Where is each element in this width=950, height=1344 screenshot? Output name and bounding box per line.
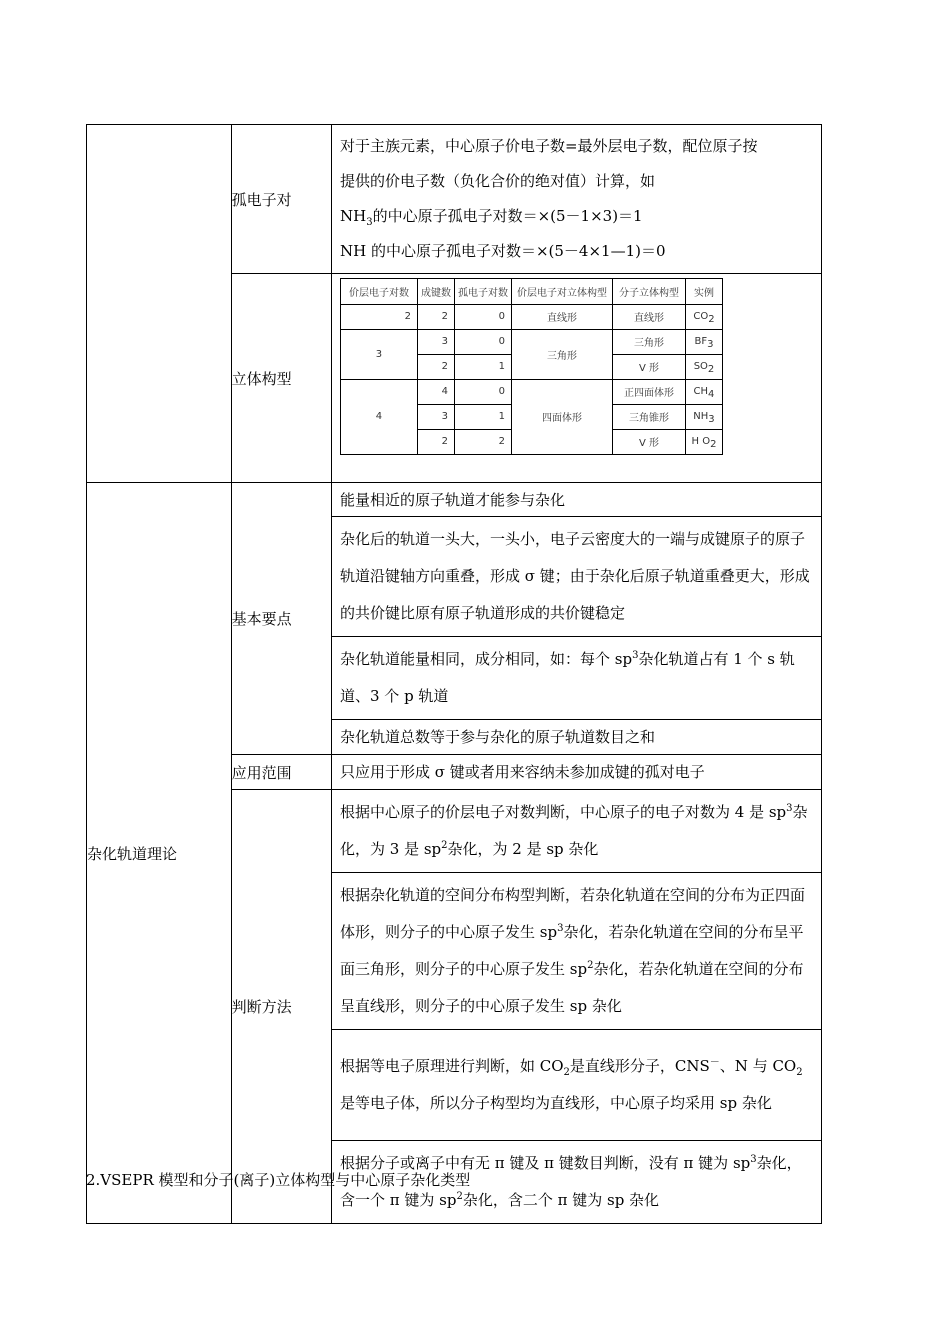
header-vsepr: 价层电子对立体构型	[511, 278, 612, 304]
vp-cell: 2	[340, 304, 417, 329]
label-hybrid-theory: 杂化轨道理论	[87, 483, 232, 1224]
basic-point-3: 杂化轨道能量相同，成分相同，如：每个 $sp^3$杂化轨道占有 1 个 s 轨道、3 个 p 轨道	[339, 650, 795, 705]
judge-method-3: 根据等电子原理进行判断，如 $CO_2$是直线形分子，CNS－、N 与 $CO_2$是等电子体，所以分子构型均为直线形，中心原子均采用 sp 杂化	[339, 1057, 803, 1112]
judge-method-2: 根据杂化轨道的空间分布构型判断，若杂化轨道在空间的分布为正四面体形，则分子的中心原子发生 $sp^3$杂化，若杂化轨道在空间的分布呈平面三角形，则分子的中心原子发生 $sp^2$杂化，若杂化轨道在空间的分布呈直线形，则分子的中心原子发生 sp 杂化	[339, 886, 805, 1015]
example-cell: $CH_4$	[685, 379, 722, 404]
mol-cell: V 形	[612, 429, 685, 454]
lone-cell: 0	[454, 329, 511, 354]
example-cell: H $O_2$	[685, 429, 722, 454]
bond-cell: 2	[417, 354, 454, 379]
basic-point-1: 能量相近的原子轨道才能参与杂化	[339, 490, 565, 509]
label-scope: 应用范围	[231, 755, 331, 790]
lone-cell: 1	[454, 354, 511, 379]
mol-cell: V 形	[612, 354, 685, 379]
mol-cell: 正四面体形	[612, 379, 685, 404]
group-cell-empty	[87, 125, 232, 483]
scope-text: 只应用于形成 σ 键或者用来容纳未参加成键的孤对电子	[339, 763, 705, 781]
vsepr-cell: 直线形	[511, 304, 612, 329]
nh3-formula: NH	[339, 207, 367, 225]
lone-pair-content	[331, 125, 821, 274]
example-cell: $CO_2$	[685, 304, 722, 329]
example-cell: $BF_3$	[685, 329, 722, 354]
bond-cell: 4	[417, 379, 454, 404]
label-geometry: 立体构型	[231, 274, 331, 483]
lone-cell: 1	[454, 404, 511, 429]
lone-pair-line-1: 对于主族元素，中心原子价电子数=最外层电子数，配位原子按	[339, 137, 758, 155]
basic-point-2: 杂化后的轨道一头大，一头小，电子云密度大的一端与成键原子的原子轨道沿键轴方向重叠，形成 σ 键；由于杂化后原子轨道重叠更大，形成的共价键比原有原子轨道形成的共价键稳定	[339, 530, 810, 622]
vp-cell: 3	[340, 329, 417, 379]
mol-cell: 三角形	[612, 329, 685, 354]
nh3-sub: 3	[366, 217, 373, 228]
lone-pair-line-2: 提供的价电子数（负化合价的绝对值）计算，如	[339, 172, 655, 190]
label-basic-points: 基本要点	[231, 483, 331, 755]
bond-cell: 2	[417, 429, 454, 454]
mol-cell: 三角锥形	[612, 404, 685, 429]
header-vp: 价层电子对数	[340, 278, 417, 304]
nh-line: NH 的中心原子孤电子对数＝×(5－4×1—1)＝0	[339, 242, 666, 260]
vp-cell: 4	[340, 379, 417, 454]
label-judge-method: 判断方法	[231, 790, 331, 1224]
lone-cell: 2	[454, 429, 511, 454]
judge-method-1: 根据中心原子的价层电子对数判断，中心原子的电子对数为 4 是 $sp^3$杂化，为 3 是 $sp^2$杂化，为 2 是 sp 杂化	[339, 803, 808, 858]
example-cell: $NH_3$	[685, 404, 722, 429]
example-cell: $SO_2$	[685, 354, 722, 379]
header-lone: 孤电子对数	[454, 278, 511, 304]
label-lone-pair: 孤电子对	[231, 125, 331, 274]
lone-cell: 0	[454, 379, 511, 404]
header-bonds: 成键数	[417, 278, 454, 304]
vsepr-cell: 三角形	[511, 329, 612, 379]
bond-cell: 3	[417, 329, 454, 354]
vsepr-table	[340, 278, 723, 455]
lone-cell: 0	[454, 304, 511, 329]
judge-method-4: 根据分子或离子中有无 π 键及 π 键数目判断，没有 π 键为 $sp^3$杂化，含一个 π 键为 $sp^2$杂化，含二个 π 键为 sp 杂化	[339, 1154, 802, 1209]
vsepr-cell: 四面体形	[511, 379, 612, 454]
header-mol: 分子立体构型	[612, 278, 685, 304]
bond-cell: 2	[417, 304, 454, 329]
header-example: 实例	[685, 278, 722, 304]
basic-point-4: 杂化轨道总数等于参与杂化的原子轨道数目之和	[339, 728, 655, 746]
mol-cell: 直线形	[612, 304, 685, 329]
nh3-calc: 的中心原子孤电子对数＝×(5－1×3)＝1	[372, 207, 643, 225]
section-heading: 2.VSEPR 模型和分子(离子)立体构型与中心原子杂化类型	[86, 1171, 471, 1189]
knowledge-table	[86, 124, 822, 1224]
bond-cell: 3	[417, 404, 454, 429]
geometry-content	[331, 274, 821, 483]
